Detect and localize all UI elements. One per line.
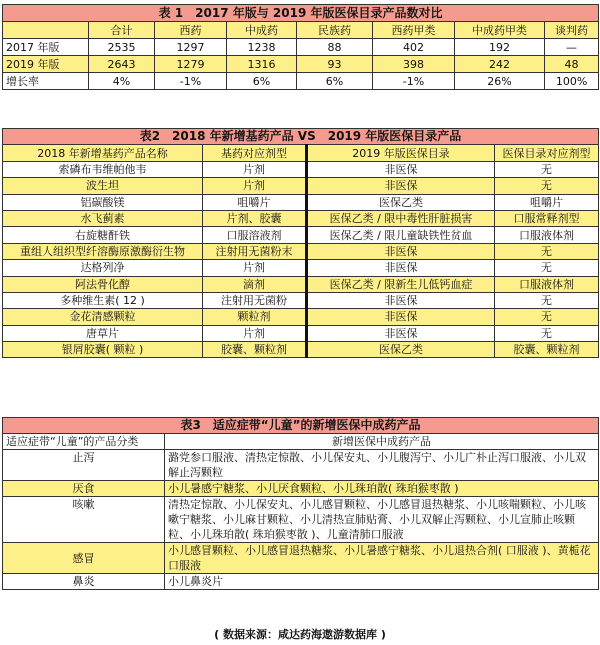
- cell: -1%: [155, 73, 227, 90]
- table-1-title: 表 1 2017 年版与 2019 年版医保目录产品数对比: [3, 5, 599, 22]
- header-cell: 合计: [89, 22, 155, 39]
- cell: 多种维生素( 12 ): [3, 292, 203, 308]
- cell: 胶囊、颗粒剂: [495, 342, 599, 358]
- table-row: [3, 497, 599, 543]
- cell: 注射用无菌粉末: [203, 243, 307, 259]
- cell: 金花清感颗粒: [3, 309, 203, 325]
- table-row: [3, 325, 599, 341]
- cell: 注射用无菌粉: [203, 292, 307, 308]
- header-cell: 2019 年版医保目录: [307, 145, 495, 161]
- table-row: [3, 73, 599, 90]
- cell: 398: [373, 56, 455, 73]
- data-source-note: ( 数据来源：咸达药海遨游数据库 ): [214, 628, 386, 641]
- header-cell: 适应症带“儿童”的产品分类: [3, 434, 165, 450]
- category-cell: 厌食: [3, 481, 165, 497]
- cell: -1%: [373, 73, 455, 90]
- cell: 片剂、胶囊: [203, 210, 307, 226]
- cell: 片剂: [203, 161, 307, 177]
- cell: 无: [495, 325, 599, 341]
- row-label: 增长率: [3, 73, 89, 90]
- cell: 无: [495, 243, 599, 259]
- cell: 医保乙类 / 限中毒性肝脏损害: [307, 210, 495, 226]
- table-row: [3, 276, 599, 292]
- cell: 1238: [227, 39, 297, 56]
- cell: 4%: [89, 73, 155, 90]
- table-row: [3, 178, 599, 194]
- table-row: [3, 574, 599, 590]
- table-row: [3, 292, 599, 308]
- cell: 医保乙类 / 限儿童缺铁性贫血: [307, 227, 495, 243]
- table-row: [3, 210, 599, 226]
- table-3-header-row: [3, 434, 599, 450]
- cell: 口服常释剂型: [495, 210, 599, 226]
- cell: 片剂: [203, 178, 307, 194]
- table-3-title: 表3 适应症带“儿童”的新增医保中成药产品: [3, 418, 599, 434]
- cell: 非医保: [307, 309, 495, 325]
- header-cell: 基药对应剂型: [203, 145, 307, 161]
- cell: 1279: [155, 56, 227, 73]
- products-cell: 小儿感冒颗粒、小儿感冒退热糖浆、小儿暑感宁糖浆、小儿退热合剂( 口服液 )、黄栀花口服液: [165, 543, 599, 574]
- table-row: [3, 450, 599, 481]
- cell: 唐草片: [3, 325, 203, 341]
- table-row: [3, 243, 599, 259]
- cell: 非医保: [307, 243, 495, 259]
- cell: 2643: [89, 56, 155, 73]
- products-cell: 清热定惊散、小儿保安丸、小儿感冒颗粒、小儿感冒退热糖浆、小儿咳喘颗粒、小儿咳嗽宁糖浆、小儿麻甘颗粒、小儿清热宣肺贴膏、小儿双解止泻颗粒、小儿宣肺止咳颗粒、小儿珠珀散( 珠珀猴枣散 )、儿童清肺口服液: [165, 497, 599, 543]
- table-row: [3, 260, 599, 276]
- cell: 阿法骨化醇: [3, 276, 203, 292]
- table-row: [3, 227, 599, 243]
- table-row: [3, 309, 599, 325]
- cell: 无: [495, 309, 599, 325]
- table-row: [3, 39, 599, 56]
- row-label: 2017 年版: [3, 39, 89, 56]
- cell: 片剂: [203, 325, 307, 341]
- cell: 非医保: [307, 161, 495, 177]
- header-cell: 医保目录对应剂型: [495, 145, 599, 161]
- header-cell: 谈判药: [545, 22, 599, 39]
- table-2-title: 表2 2018 年新增基药产品 VS 2019 年版医保目录产品: [3, 129, 599, 145]
- cell: 88: [297, 39, 373, 56]
- cell: 咀嚼片: [495, 194, 599, 210]
- cell: 波生坦: [3, 178, 203, 194]
- products-cell: 小儿鼻炎片: [165, 574, 599, 590]
- cell: 无: [495, 292, 599, 308]
- table-row: [3, 194, 599, 210]
- category-cell: 感冒: [3, 543, 165, 574]
- header-cell: 新增医保中成药产品: [165, 434, 599, 450]
- cell: 100%: [545, 73, 599, 90]
- cell: 无: [495, 161, 599, 177]
- cell: 胶囊、颗粒剂: [203, 342, 307, 358]
- header-cell: 西药: [155, 22, 227, 39]
- cell: 铝碳酸镁: [3, 194, 203, 210]
- table-row: [3, 56, 599, 73]
- table-row: [3, 342, 599, 358]
- cell: 242: [455, 56, 545, 73]
- cell: 口服液体剂: [495, 276, 599, 292]
- category-cell: 咳嗽: [3, 497, 165, 543]
- cell: 26%: [455, 73, 545, 90]
- cell: 右旋糖酐铁: [3, 227, 203, 243]
- cell: 402: [373, 39, 455, 56]
- cell: 93: [297, 56, 373, 73]
- cell: 口服溶液剂: [203, 227, 307, 243]
- table-1-header-row: [3, 22, 599, 39]
- cell: 医保乙类: [307, 342, 495, 358]
- table-2: [2, 128, 599, 358]
- cell: 医保乙类 / 限新生儿低钙血症: [307, 276, 495, 292]
- cell: 水飞蓟素: [3, 210, 203, 226]
- cell: 6%: [227, 73, 297, 90]
- cell: 达格列净: [3, 260, 203, 276]
- cell: 银屑胶囊( 颗粒 ): [3, 342, 203, 358]
- header-cell: 中成药甲类: [455, 22, 545, 39]
- cell: 1297: [155, 39, 227, 56]
- cell: 无: [495, 260, 599, 276]
- cell: 滴剂: [203, 276, 307, 292]
- table-row: [3, 161, 599, 177]
- cell: 颗粒剂: [203, 309, 307, 325]
- cell: 48: [545, 56, 599, 73]
- table-2-header-row: [3, 145, 599, 161]
- header-cell: [3, 22, 89, 39]
- cell: 医保乙类: [307, 194, 495, 210]
- table-1: [2, 4, 599, 90]
- cell: 索磷布韦维帕他韦: [3, 161, 203, 177]
- cell: 非医保: [307, 325, 495, 341]
- header-cell: 民族药: [297, 22, 373, 39]
- category-cell: 止泻: [3, 450, 165, 481]
- cell: 非医保: [307, 260, 495, 276]
- cell: 口服液体剂: [495, 227, 599, 243]
- cell: 1316: [227, 56, 297, 73]
- cell: —: [545, 39, 599, 56]
- cell: 咀嚼片: [203, 194, 307, 210]
- cell: 重组人组织型纤溶酶原激酶衍生物: [3, 243, 203, 259]
- cell: 片剂: [203, 260, 307, 276]
- table-row: [3, 543, 599, 574]
- table-row: [3, 481, 599, 497]
- header-cell: 2018 年新增基药产品名称: [3, 145, 203, 161]
- table-3: [2, 417, 599, 590]
- cell: 6%: [297, 73, 373, 90]
- header-cell: 西药甲类: [373, 22, 455, 39]
- products-cell: 小儿暑感宁糖浆、小儿厌食颗粒、小儿珠珀散( 珠珀猴枣散 ): [165, 481, 599, 497]
- cell: 无: [495, 178, 599, 194]
- cell: 非医保: [307, 178, 495, 194]
- header-cell: 中成药: [227, 22, 297, 39]
- cell: 2535: [89, 39, 155, 56]
- cell: 192: [455, 39, 545, 56]
- category-cell: 鼻炎: [3, 574, 165, 590]
- row-label: 2019 年版: [3, 56, 89, 73]
- products-cell: 潞党参口服液、清热定惊散、小儿保安丸、小儿腹泻宁、小儿广朴止泻口服液、小儿双解止泻颗粒: [165, 450, 599, 481]
- cell: 非医保: [307, 292, 495, 308]
